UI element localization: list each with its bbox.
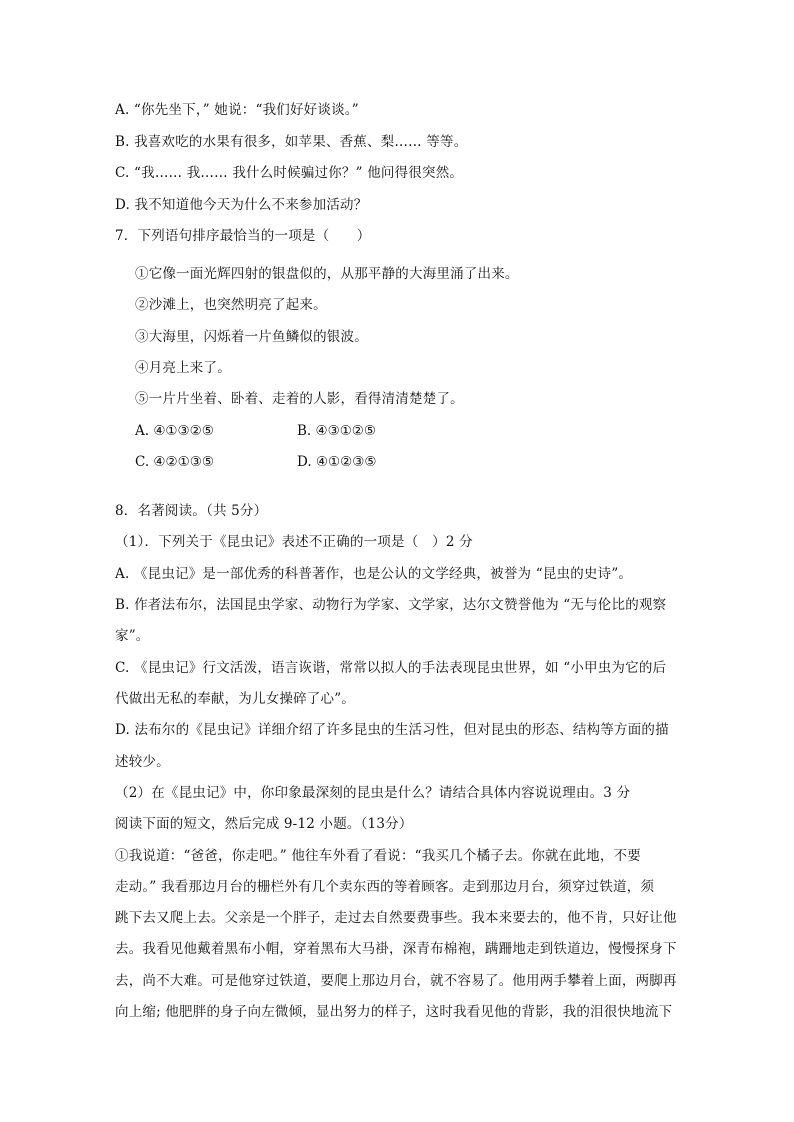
q7-option-a: A. ④①③②⑤ xyxy=(135,423,214,439)
reading-line-5: 去，尚不大难。可是他穿过铁道，要爬上那边月台，就不容易了。他用两手攀着上面，两脚再 xyxy=(115,973,677,989)
q7-sentence-3: ③大海里，闪烁着一片鱼鳞似的银波。 xyxy=(135,329,368,345)
q8-sub2: （2）在《昆虫记》中，你印象最深刻的昆虫是什么？请结合具体内容说说理由。3 分 xyxy=(115,785,631,801)
reading-line-4: 去。我看见他戴着黑布小帽，穿着黑布大马褂，深青布棉袍，蹒跚地走到铁道边，慢慢探身下 xyxy=(115,941,677,957)
reading-line-6: 向上缩; 他肥胖的身子向左微倾，显出努力的样子，这时我看见他的背影，我的泪很快地流下 xyxy=(115,1004,673,1020)
q8-line-d-cont: 述较少。 xyxy=(115,754,170,770)
q7-options-row-2 xyxy=(135,453,535,471)
q7-stem: 7．下列语句排序最恰当的一项是（ ） xyxy=(115,228,371,244)
reading-line-2: 走动。” 我看那边月台的栅栏外有几个卖东西的等着顾客。走到那边月台，须穿过铁道，须 xyxy=(115,879,655,895)
q7-options-row-1 xyxy=(135,422,535,440)
q7-option-d: D. ④①②③⑤ xyxy=(297,454,377,470)
q7-option-c: C. ④②①③⑤ xyxy=(135,454,214,470)
q6-option-b: B. 我喜欢吃的水果有很多，如苹果、香蕉、梨…… 等等。 xyxy=(115,134,468,150)
q6-option-a: A. “你先坐下，” 她说：“我们好好谈谈。” xyxy=(115,102,359,118)
q7-sentence-2: ②沙滩上，也突然明亮了起来。 xyxy=(135,297,327,313)
q8-line-b-cont: 家”。 xyxy=(115,628,150,644)
q8-line-c-cont: 代做出无私的奉献，为儿女操碎了心”。 xyxy=(115,691,356,707)
q7-sentence-5: ⑤一片片坐着、卧着、走着的人影，看得清清楚楚了。 xyxy=(135,391,464,407)
q7-sentence-4: ④月亮上来了。 xyxy=(135,360,231,376)
q8-sub1: （1）．下列关于《昆虫记》表述不正确的一项是（ ）2 分 xyxy=(115,534,473,550)
q8-line-b: B. 作者法布尔，法国昆虫学家、动物行为学家、文学家，达尔文赞誉他为 “无与伦比的观察 xyxy=(115,597,667,613)
q8-line-a: A. 《昆虫记》是一部优秀的科普著作，也是公认的文学经典，被誉为 “昆虫的史诗”。 xyxy=(115,566,633,582)
q6-option-d: D. 我不知道他今天为什么不来参加活动？ xyxy=(115,197,368,213)
q8-stem: 8．名著阅读。（共 5分） xyxy=(115,503,268,519)
q8-line-c: C. 《昆虫记》行文活泼，语言诙谐，常常以拟人的手法表现昆虫世界，如 “小甲虫为它的后 xyxy=(115,660,667,676)
reading-line-3: 跳下去又爬上去。父亲是一个胖子，走过去自然要费事些。我本来要去的，他不肯，只好让他 xyxy=(115,910,677,926)
q8-line-d: D. 法布尔的《昆虫记》详细介绍了许多昆虫的生活习性，但对昆虫的形态、结构等方面的描 xyxy=(115,722,669,738)
q6-option-c: C. “我…… 我…… 我什么时候骗过你？” 他问得很突然。 xyxy=(115,165,464,181)
q7-sentence-1: ①它像一面光辉四射的银盘似的，从那平静的大海里涌了出来。 xyxy=(135,266,519,282)
reading-intro: 阅读下面的短文，然后完成 9-12 小题。（13分） xyxy=(115,816,413,832)
reading-line-1: ①我说道：“爸爸，你走吧。” 他往车外看了看说：“我买几个橘子去。你就在此地，不要 xyxy=(115,848,641,864)
q7-option-b: B. ④③①②⑤ xyxy=(297,423,377,439)
